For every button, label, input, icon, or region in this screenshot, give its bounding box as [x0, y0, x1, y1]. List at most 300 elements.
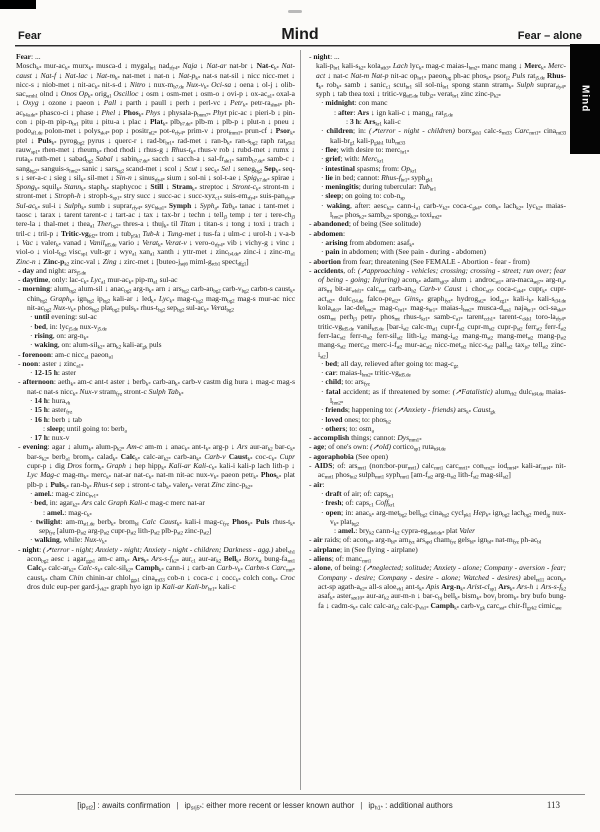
rubric-label-rest: ; of one's own: [324, 442, 371, 452]
rubric-bullet: · [30, 321, 33, 331]
rubric-label-rest: : [359, 117, 364, 127]
rubric-label-rest: ; with desire to: [336, 144, 386, 154]
rubric-abandoned [309, 219, 566, 228]
rubric-bullet: · [321, 182, 324, 192]
rubric-bullet: · [321, 200, 324, 210]
rubric-bullet: · [30, 405, 33, 415]
rubric-label: meningitis [325, 182, 359, 192]
rubric-label-rest: : [53, 377, 59, 387]
rubric-meningitis [321, 182, 566, 191]
remedy-list: agar$_{k2*}$ Ars calc Graph Kali-c mag-c merc nat-ar [59, 498, 205, 509]
rubric-bullet: - [309, 52, 312, 61]
rubric-label: abandoned [313, 219, 349, 229]
rubric-others [321, 424, 566, 433]
rubric-label-rest: , while: [59, 535, 85, 545]
rubric-label-rest: , in: [46, 321, 60, 331]
rubric-bullet: - [309, 544, 312, 554]
rubric-bullet: - [309, 563, 312, 573]
rubric-label-rest: things; cannot: [349, 433, 398, 443]
rubric-bullet: - [309, 554, 312, 564]
rubric-until [30, 312, 295, 321]
scan-artifact [0, 0, 36, 9]
rubric-rising [30, 331, 295, 340]
rubric-bullet: - [309, 442, 312, 452]
rubric-label: bed [34, 498, 47, 508]
rubric-bullet: : [334, 526, 337, 536]
rubric-sleep [321, 191, 566, 203]
rubric-bullet: · [30, 395, 33, 405]
rubric-fatal [321, 387, 566, 406]
rubric-label: agoraphobia [313, 451, 354, 461]
remedy-list: $Op_{kr1}$ [401, 163, 417, 175]
rubric-label-rest: ; on going to: [341, 191, 384, 201]
rubric-label-rest: in abdomen; with (See pain - during - abdomen) [339, 247, 486, 257]
page-number: 113 [546, 800, 560, 810]
rubric-label-rest: : [49, 284, 55, 294]
rubric-bullet: · [321, 498, 324, 508]
remedy-list: ars$_{j5.de}$ [68, 265, 86, 277]
rubric-accidents [309, 266, 566, 359]
rubric-label: air [313, 479, 323, 489]
rubric-label: aliens [313, 554, 332, 564]
rubric-label-rest: ; with: [340, 154, 362, 164]
rubric-bullet: - [18, 275, 21, 285]
remedy-list: Dys$_{mm1*}$ [397, 433, 422, 444]
remedy-list: (➚Anxiety - friends) ars$_{k*}$ Caust$_{gk}$ [394, 405, 496, 416]
rubric-bullet: · [321, 172, 324, 182]
rubric-label: amel. [34, 488, 52, 498]
rubric-after [334, 108, 566, 117]
rubric-bullet: - [18, 358, 21, 368]
rubric-agoraphobia [309, 452, 566, 461]
rubric-label: grief [325, 154, 341, 164]
legend-divider: | [360, 801, 363, 810]
rubric-bullet: - [18, 442, 21, 452]
remedy-list: Mosch$_{k*}$ mur-$ac_{k*}$ murx$_{k*}$ musca-d ↓ mygal$_{br1}$ nad$_{rfy4*}$ Naja ↓ Nat-ar nat-br ↓ Nat-$c_{k*}$ Nat-caust ↓ Nat-f ↓ Nat-lac ↓ Nat-$m_{k*}$ nat-met ↓ nat-n ↓ Nat-$p_{k*}$ nat-s nat-sil ↓ nicc nicc-met ↓ nicc-s ↓ niob-met ↓ nit-$ac_{k*}$ nit-s-d ↓ Nitro ↓ nux-$m_{b7.de}$ Nux-$v_{k*}$ Oci-sa ↓ oena ↓ ol-j ↓ olib-sac$_{wmh1}$ olnd ↓ Onos $Op_{k*}$ orig$_{a1}$ Oscilloc ↓ osm ↓ osm-met ↓ osm-o ↓ ovi-p ↓ $ox-ac_{a1*}$ oxal-a ↓ Oxyg ↓ ozone ↓ paeon ↓ Pall ↓ parth ↓ paull ↓ perh ↓ perl-vc ↓ Petr$_{k*}$ petr-$ra_{shn4*}$ $ph-ac_{b4a.de*}$ phasco-ci ↓ phase ↓ Phel ↓ Phos$_{k*}$ Phys ↓ physala-$p_{bnm7*}$ Phyt pic-ac ↓ pieri-b ↓ pin-con ↓ pip-m pip-$n_{br1}$ pitu ↓ pitu-a ↓ plac ↓ Plat$_{k*}$ plb$_{b7.de*}$ plb-m ↓ plb-p ↓ plut-n ↓ pneu ↓ podo$_{sf1.de}$ polon-met ↓ polys$_{sk4*}$ pop ↓ positr$_{nl2*}$ pot-$e_{rfy4*}$ prim-v ↓ prot$_{fmm1*}$ prun-cf ↓ Psor$_{k*}$ ptel ↓ Puls$_{k*}$ pyrog$_{bg2}$ pyrus ↓ querc-r ↓ rad-$br_{br1*}$ rad-met ↓ ran-$b_{k*}$ ran-$s_{bg2}$ raph rat$_{p5k1}$ rauw$_{sp1*}$ rhen-met ↓ rheum$_{k*}$ rhod rhodi ↓ rhus-g ↓ Rhus-$t_{k*}$ rhus-v rob ↓ rubd-met ↓ rumx ↓ ruta$_{k*}$ ruth-met ↓ sabad$_{bg2}$ Sabal ↓ sabin$_{b7.de*}$ sacch ↓ sacch-a ↓ sal-$fr_{sle1*}$ samb$_{b7.de*}$ samb-c ↓ sang$_{bg2*}$ sanguis-$s_{hm2*}$ sanic ↓ sars$_{bg2}$ scand-met ↓ scol ↓ Scut ↓ $\sec_{k*}$ Sel ↓ seneg$_{bg2}$ Sep$_{k*}$ seq-s ↓ ser-a-c ↓ sieg ↓ sil$_{k*}$ sil-met ↓ Sin-n ↓ sinus$_{rfy4*}$ sium ↓ sol-ni ↓ sol-t-ae ↓ Spig$_{b7.de*}$ spirae ↓ Spong$_{k*}$ squil$_{k*}$ Stann$_{k*}$ staph$_{k*}$ staphycoc ↓ Still ↓ Stram$_{k*}$ streptoc ↓ Stront-$c_{k*}$ stront-m ↓ stront-met ↓ Stroph-h ↓ stroph-$s_{sp1*}$ stry succ ↓ succ-ac ↓ succ-xyz$_{c1*}$ suis-$em_{rfy4*}$ suis-pan$_{rfy4*}$ Sul-$ac_{k*}$ sul-i ↓ Sulph$_{k*}$ sumb ↓ suprar$_{rfy4*}$ syc$_{bka1*}$ Symph ↓ Syph$_{a*}$ Tab$_{k*}$ tanac ↓ tant-met ↓ taosc ↓ tarax ↓ tarent tarent-c ↓ tart-ac ↓ tax ↓ tax-br ↓ techn ↓ tell$_{j3}$ temp ↓ ter ↓ tere-$ch_{j3}$ tere-la ↓ thal-met ↓ thea$_{a1}$ Ther$_{bg2*}$ thres-a ↓ thuj$_{k*}$ til Titan ↓ titan-s ↓ tong ↓ toxi ↓ trach ↓ tril-c ↓ tril-p ↓ Tritic-$vg_{fd2*}$ trom ↓ tub$_{p5k1}$ Tub-k ↓ Tung-met ↓ tus-fa ↓ ulm-c ↓ urol-h ↓ v-a-b ↓ Vac ↓ valer$_{k*}$ vanad ↓ Vanil$_{td5.de}$ vario ↓ Verat$_{k*}$ Verat-v ↓ vero-$o_{rfy4*}$ vib ↓ vichy-g ↓ vinc ↓ viol-o ↓ viol-$t_{bg2}$ visc$_{sp1}$ vult-gr ↓ wye$_{a1}$ xan$_{a1}$ xanth ↓ yttr-met ↓ zinc$_{b4.de*}$ zinc-i ↓ zinc-$m_{a1}$ Zinc-n ↓ Zinc-$p_{k2}$ zinc-val ↓ Zing ↓ zirc-met ↓ [$buteo-j_{sej6}$ miml-$g_{rcb1}$ spect$_{dfg1}$] [16, 61, 295, 268]
rubric-label-rest: : [47, 433, 52, 443]
rubric-label: waking [326, 200, 350, 210]
rubric-label: lie [325, 172, 333, 182]
rubric-label-rest: ; in: [341, 507, 356, 517]
rubric-label: amel. [337, 526, 356, 536]
rubric-label: waking [34, 340, 58, 350]
rubric-draft [321, 489, 566, 498]
remedy-list: cob-$n_{sp}$ [383, 191, 405, 203]
remedy-list: aeth$_{k*}$ am-c ant-t aster ↓ berb$_{k*}$ carb-$an_{k*}$ carb-v castm dig hura ↓ mag-c mag-s nat-c nat-s nicc$_{k*}$ Nux-v stram$_{fyz}$ stront-c Sulph Tab$_{k*}$ [27, 377, 295, 398]
header-section-left: Fear [18, 30, 42, 42]
rubric-bullet: - [309, 535, 312, 545]
rubric-label: fatal [326, 386, 341, 396]
rubric-bullet: · [321, 144, 324, 154]
footer-legend-item: $ip_{srj5*}$: either more recent or lesser known author [184, 801, 355, 812]
rubric-label: until [34, 312, 50, 322]
rubric-alone [309, 563, 566, 612]
rubric-label: midnight [325, 98, 355, 108]
remedy-list: (➚Fatalistic) alum$_{rb2}$ dulc$_{td4.de}$ maias-$l_{hm2*}$ [330, 386, 566, 407]
rubric-label-rest: spasms; from: [354, 163, 402, 173]
rubric-open [321, 508, 566, 527]
rubric-label: friends [325, 405, 348, 415]
rubric-loved [321, 415, 566, 424]
rubric-label: 17 h [34, 433, 48, 443]
remedy-list: aesc$_{k2*}$ cann-$i_{a1}$ carb-$v_{k2*}$ coca-$c_{gk4*}$ con$_{k*}$ lach$_{k2*}$ lyc$_{k2*}$ maias-$l_{hm2*}$ phos$_{k2*}$ samb$_{k2*}$ spong$_{k2*}$ toxi$_{mt2*}$ [330, 200, 566, 221]
rubric-label-rest: : [47, 405, 52, 415]
rubric-label-rest: : [39, 544, 44, 554]
rubric-label: forenoon [22, 349, 51, 359]
rubric-intestinal [321, 164, 566, 173]
remedy-list: Tub$_{kr1}$ [418, 182, 437, 193]
remedy-list: kali-$p_{br1}$ kali-$s_{k2*}$ kola$_{stb3*}$ Lach lyc$_{k*}$ mag-c maias-$l_{hm2*}$ manc mang ↓ Merc$_{k*}$ Merc-act ↓ nat-c Nat-m Nat-p nit-ac $op_{hr1*}$ paeon$_{bg}$ ph-ac phos$_{k*}$ psor$_{j2}$ Puls rat$_{j5.de}$ Rhus-$t_{k*}$ rob$_{k*}$ samb ↓ sanic$_{c1}$ scut$_{br1}$ sil sol-$ni_{br1}$ spong stann stram$_{k*}$ Sulph suprar$_{rfy4*}$ syph ↓ tab thea toxi ↓ tritic-$vg_{td5.de}$ tub$_{j2*}$ verat$_{br1}$ zinc zinc-$p_{k2*}$ [316, 61, 566, 100]
rubric-noon [18, 359, 295, 368]
rubric-friends [321, 405, 566, 414]
rubric-bullet: - [18, 349, 21, 359]
remedy-list: aster [61, 368, 77, 378]
rubric-bed [321, 359, 566, 368]
rubric-air [309, 480, 566, 489]
rubric-bullet: · [30, 516, 33, 526]
remedy-list: phos$_{h2}$ [371, 414, 391, 426]
remedy-list: anac$_{k*}$ arg-met$_{bg2}$ bell$_{bg2}$ cina$_{bg2}$ cycl$_{pk1}$ Hep$_{k*}$ ign$_{bg2}$ lach$_{bg2}$ med$_{jg}$ nux-$v_{k*}$ plat$_{bg2}$ [330, 507, 566, 528]
rubric-label-rest: : [51, 349, 55, 359]
rubric-label-rest: ; all day, relieved after going to: [337, 358, 435, 368]
remedy-list: arg-$n_{k*}$ [67, 330, 89, 342]
rubric-bullet: · [321, 423, 324, 433]
remedy-list: (➚approaching - vehicles; crossing; crossing - street; run over; fear of being - going; Injuring) acon$_{k*}$ adam$_{sjt3*}$ alum ↓ androc$_{st1*}$ ara-maca$_{sej7*}$ arg-$n_{a*}$ ars$_{mt}$ bit-$ar_{whf1*}$ calc$_{mrt}$ carb-$an_{h2}$ Carb-v Caust ↓ choc$_{st3*}$ coca-$c_{sk4*}$ cupr$_{k*}$ cupr-act$_{st2*}$ dulc$_{t34.de}$ falco-$pe_{nl2*}$ Gins$_{k*}$ graph$_{fyz*}$ hydrog$_{st2*}$ iod$_{zg1*}$ kali-$i_{h*}$ kali-$s_{t34.de}$ kola$_{stb3*}$ lac-del$_{hm2*}$ mag-$c_{hr1*}$ mag-$s_{hr1*}$ maias-$l_{hm2*}$ musca-$d_{szs1}$ naja$_{hr1*}$ oci-$sa_{sk4*}$ osm$_{mt}$ perh$_{j3}$ petr$_{j*}$ phos$_{mt}$ rhus-$t_{kr1*}$ samb-$c_{a1*}$ tarent$_{cch1*}$ tarent-$c_{ckh1}$ toro-$la_{rfy4*}$ tritic-$vg_{td5.de}$ vanil$_{td5.de}$ [$bar-i_{st2}$ calc-$m_{st1}$ cupr-$f_{st2}$ cupr-$m_{st2}$ cupr-$p_{st2}$ ferr$_{st2}$ ferr-$f_{st2}$ ferr-lac$_{st2}$ ferr-$n_{st2}$ ferr-sil$_{st2}$ lith-$i_{st2}$ mang-$i_{st2}$ mang-$m_{st2}$ mang-met$_{st2}$ mang-$p_{st2}$ mang-$s_{st2}$ merc$_{st2}$ merc-$i-f_{st2}$ mur-$ac_{st2}$ nicc-met$_{st2}$ nicc-$s_{st2}$ pall$_{st2}$ tax$_{js7}$ tell$_{st2}$ zinc-$i_{st2}$] [318, 265, 566, 361]
remedy-list: berb$_a$ [111, 423, 127, 435]
rubric-label-rest: accident; as if threatened by some: [340, 386, 453, 396]
remedy-list: ars$_{fyz}$ [354, 377, 370, 388]
scan-smudge [288, 10, 302, 13]
rubric-bullet: - [309, 219, 312, 229]
rubric-label: pain [325, 247, 340, 257]
rubric-label-rest: : [47, 395, 52, 405]
rubric-bullet: - [18, 377, 21, 387]
rubric-label: bed [325, 358, 338, 368]
rubric-label-rest: raids; of: [322, 535, 354, 545]
remedy-list: alum$_{bg2}$ alum-sil ↓ anac$_{bg2}$ arg-$n_{k*}$ arn ↓ ars$_{bg2}$ carb-$an_{bg2}$ carb-$v_{bg2}$ carbn-s caust$_{k*}$ chin$_{bg2}$ Graph$_{k*}$ ign$_{bg2}$ $ip_{bg2}$ kali-ar ↓ led$_{k*}$ Lyc$_{k*}$ mag-$c_{bg2}$ mag-$m_{bg2}$ mag-s mur-ac nicc nit-$ac_{bg2}$ Nux-$v_{k*}$ phos$_{bg2}$ plat$_{bg2}$ puls$_{k*}$ rhus-$t_{bg2}$ sep$_{bg2}$ sul-$ac_{k*}$ Verat$_{bg2}$ [27, 284, 295, 314]
rubric-label: arising [325, 237, 348, 247]
rubric-amel [334, 526, 566, 535]
rubric-morning [18, 284, 295, 312]
rubric-bullet: - [309, 265, 312, 275]
rubric-label-rest: ; happening to: [347, 405, 395, 415]
remedy-list: mag-$c_{k*}$ [68, 507, 92, 519]
remedy-list: caps$_{c1}$ Coff$_{kr1}$ [355, 498, 395, 509]
remedy-list: aster$_{fyz}$ [51, 405, 73, 416]
rubric-label: car [325, 368, 336, 378]
rubric-label: morning [22, 284, 50, 294]
rubric-bullet: · [30, 488, 33, 498]
rubric-children [321, 126, 566, 145]
remedy-list: acon$_{bl*}$ arg-$n_{bl*}$ arn$_{fyz}$ ars$_{spd}$ cham$_{fyz}$ gels$_{bl*}$ ign$_{bl*}$ nat-$m_{fyz}$ $ph-ac_{bl}$ [353, 535, 541, 547]
rubric-bullet: · [321, 405, 324, 415]
remedy-list: lac-$c_{k*}$ Lyc$_{a1}$ mur-$ac_{k*}$ pip-$m_{a1}$ sul-ac [69, 275, 178, 286]
rubric-17-h [30, 433, 295, 442]
rubric-bullet: · [321, 377, 324, 387]
remedy-list: alum-sil$_{k2*}$ arn$_{k2}$ kali-$ar_{gk}$ puls [72, 340, 162, 351]
rubric-label: 16 h [34, 414, 48, 424]
remedy-list: maias-$l_{hm2*}$ tritic-$vg_{td5.de}$ [339, 368, 411, 379]
rubric-bullet: · [30, 433, 33, 443]
rubric-bullet: · [321, 414, 324, 424]
rubric-label-rest: : [38, 358, 43, 368]
text-column-left [16, 52, 295, 792]
rubric-label-rest: , on: [57, 340, 73, 350]
rubric-label: night [22, 544, 40, 554]
rubric-bullet: · [321, 237, 324, 247]
rubric-fear [16, 52, 295, 61]
rubric-pain [321, 247, 566, 256]
rubric-label-rest: evening: [49, 312, 79, 322]
rubric-3-h [346, 117, 566, 126]
rubric-label-rest: in bed; cannot: [332, 172, 382, 182]
rubric-bullet: - [309, 479, 312, 489]
rubric-accomplish [309, 433, 566, 442]
remedy-list: Nux-$v_{k*}$ [84, 535, 107, 547]
remedy-list: (➚terror - night - children) borx$_{gkh1}$ calc-$s_{mt33}$ Carc$_{mrt1*}$ cina$_{mt33}$ kali-$br_{g1}$ kali-$p_{gkh1}$ tub$_{mt33}$ [330, 126, 566, 147]
rubric-bullet: · [321, 247, 324, 257]
rubric-midnight [321, 98, 566, 107]
rubric-bullet: · [30, 340, 33, 350]
rubric-afternoon [18, 377, 295, 396]
rubric-bullet: · [321, 488, 324, 498]
rubric-bullet: · [30, 498, 33, 508]
footer-legend-item: $[ip_{st2}]$ : awaits confirmation [77, 801, 171, 812]
text-column-right [307, 52, 566, 792]
rubric-amel [30, 489, 295, 498]
remedy-list: Ars$_{kr1}$ kali-c [363, 117, 401, 128]
rubric-flee [321, 145, 566, 154]
rubric-label: 14 h [34, 395, 48, 405]
rubric-aids [309, 461, 566, 480]
rubric-label-rest: of air; of: [341, 488, 374, 498]
rubric-label-rest: , after: [349, 200, 374, 210]
remedy-list: agar ↓ alum$_{k*}$ alum-$p_{k2*}$ Am-c am-m ↓ anac$_{k*}$ ant-$t_{k*}$ arg-p ↓ Ars aur-$ar_{k2}$ bar-$c_{k*}$ bar-$s_{k2*}$ berb$_{a1}$ brom$_{k*}$ calad$_{k*}$ Calc$_{k*}$ calc-$ar_{k2*}$ carb-$an_{k*}$ Carb-v Caust$_{k*}$ coc-$c_{k*}$ Cupr cupr-p ↓ dig Dros form$_{k*}$ Graph ↓ hep hipp$_{k*}$ Kali-ar Kali-$c_{k*}$ kali-i kali-p lach lith-p ↓ Lyc Mag-c mag-$m_{k*}$ merc$_{k*}$ nat-ar nat-$c_{k*}$ nat-m nit-ac nux-$v_{k*}$ paeon petr$_{k*}$ Phos$_{k*}$ plat plb-p ↓ Puls$_{k*}$ ran-$b_{k*}$ Rhus-t sep ↓ stront-c tab$_{k*}$ valer$_{k*}$ verat Zinc zinc-$p_{k2*}$ [27, 442, 295, 491]
rubric-label-rest: : [353, 107, 358, 117]
rubric-bullet: - [309, 461, 312, 471]
page-header [0, 24, 600, 44]
rubric-label: others [325, 423, 346, 433]
footnote-legend [0, 801, 530, 812]
rubric-bullet: - [309, 228, 312, 238]
rubric-bullet: - [18, 284, 21, 294]
rubric-12-15-h [30, 368, 295, 377]
remedy-list: aster ↓ zinc$_{a1*}$ [42, 358, 84, 370]
rubric-bullet: · [321, 154, 324, 164]
remedy-list: bry$_{k2}$ cann-$i_{k2}$ cypra-$eg_{sde6.de*}$ plat Valer [359, 526, 476, 537]
rubric-amel [43, 508, 295, 517]
rubric-label: child [325, 377, 342, 387]
rubric-air [309, 535, 566, 547]
rubric-bullet: · [30, 312, 33, 322]
remedy-list: lyc$_{j5.de}$ nux-$v_{j5.de}$ [59, 321, 107, 333]
remedy-list: mag-$c_{gz}$ [434, 358, 459, 370]
rubric-label: draft [325, 488, 342, 498]
rubric-label: walking [34, 535, 60, 545]
rubric-label-rest: : [322, 479, 325, 489]
rubric-label: children [326, 126, 354, 136]
remedy-list: berb ↓ tab [51, 414, 82, 424]
rubric-label-rest: ; to: [345, 423, 360, 433]
remedy-text-block [16, 61, 295, 266]
rubric-label-rest: : [51, 488, 56, 498]
rubric-label-rest: ; of: [341, 498, 356, 508]
rubric-airplane [309, 545, 566, 554]
rubric-day [18, 266, 295, 275]
rubric-label: 12-15 h [34, 368, 58, 378]
rubric-label-rest: ; in: [353, 126, 369, 136]
rubric-label-rest: : [335, 368, 340, 378]
rubric-label-rest: ; of: [332, 461, 349, 471]
rubric-bullet: · [321, 126, 324, 136]
rubric-label: air [313, 535, 323, 545]
rubric-label-rest: : [342, 228, 346, 238]
rubric-15-h [30, 405, 295, 414]
rubric-bullet: - [309, 451, 312, 461]
rubric-label: AIDS [314, 461, 333, 471]
remedy-list: Merc$_{kr1}$ [361, 154, 384, 165]
rubric-twilight [30, 517, 295, 536]
rubric-bullet: : [43, 423, 46, 433]
rubric-aliens [309, 554, 566, 563]
rubric-label-rest: ; during tubercular: [358, 182, 419, 192]
rubric-label: noon [22, 358, 39, 368]
rubric-label: accomplish [313, 433, 350, 443]
remedy-list: $am-m_{st1.de}$ berb$_{k*}$ brom$_{bl}$ Calc Caust$_{k*}$ kali-i mag-$c_{fyz}$ Phos$_{k*}$ Puls rhus-$t_{k*}$ sep$_{fyz}$ [$alum-p_{st2}$ arg-$p_{st2}$ cupr-$p_{st2}$ lith-$p_{st2}$ plb-$p_{st2}$ zinc-$p_{st2}$] [39, 516, 295, 537]
remedy-list: sul-ac [78, 312, 97, 322]
rubric-label-rest: : [354, 98, 359, 108]
remedy-list: (➚old) cortico$_{sp1}$ ruta$_{td4.de}$ [370, 442, 446, 454]
rubric-daytime [18, 275, 295, 284]
rubric-label-rest: : ... [330, 52, 340, 61]
rubric-label-rest: : [47, 414, 52, 424]
rubric-label-rest: : [355, 526, 360, 536]
header-section-right: Fear – alone [517, 30, 582, 42]
rubric-label: loved [325, 414, 343, 424]
rubric-bullet: : [334, 107, 337, 117]
rubric-label: day [22, 265, 35, 275]
footer-legend-item: $ip_{h1*}$ : additional authors [368, 801, 453, 812]
rubric-bullet: - [309, 433, 312, 443]
remedy-list: mag-c zinc$_{bv1*}$ [55, 488, 99, 500]
rubric-bullet: : [346, 117, 349, 127]
remedy-list: (➚neglected; solitude; Anxiety - alone; Company - aversion - fear; Company - desire; Company - desire - alone; Watched - desires) abel$_{nt11}$ acon$_{k*}$ act-sp agath-$a_{n2*}$ all-s aloe$_{vh1}$ ant-$t_{k*}$ Apis Arg-$n_{k*}$ Arist-$cl_{sp1}$ Ars$_{k*}$ Ars-h ↓ Ars-$s-f_{k2}$ asaf$_{k*}$ aster$_{sze10*}$ aur-$ar_{k2}$ aur-m-n ↓ bar-$c_{bj}$ bell$_{k*}$ bism$_{k*}$ bov$_j$ brom$_{k*}$ bry bufo bung-fa ↓ cadm-$s_{k*}$ calc calc-$ar_{k2}$ calc-$p_{vh1*}$ Camph$_{k*}$ carb-$v_{gk}$ carc$_{sst*}$ chir-$fl_{gyk2}$ cimic$_{sne}$ [318, 563, 566, 612]
rubric-bullet: · [321, 358, 324, 368]
rubric-car [321, 368, 566, 377]
rubric-label-rest: from fear; threatening (See FEMALE - Abortion - fear - from) [340, 256, 530, 266]
rubric-bullet: - [309, 256, 312, 266]
rubric-label: 3 h [349, 117, 360, 127]
rubric-label-rest: and night: [34, 265, 69, 275]
rubric-14-h [30, 396, 295, 405]
rubric-label: after [337, 107, 354, 117]
legend-divider: | [176, 801, 179, 810]
rubric-bullet: · [321, 368, 324, 378]
rubric-evening [18, 442, 295, 491]
remedy-list: Rhus-$f_{br1*}$ syph$_{gk1}$ [381, 172, 433, 184]
rubric-label: sleep [325, 191, 342, 201]
remedy-list: hura$_{vh}$ [51, 395, 71, 407]
rubric-label: age [313, 442, 325, 452]
remedy-list: nux-v [51, 433, 70, 443]
rubric-label: open [325, 507, 342, 517]
remedy-list: caps$_{br1}$ [373, 488, 394, 500]
rubric-label: rising [34, 330, 53, 340]
rubric-sleep [43, 424, 295, 433]
rubric-label: Fear [16, 52, 31, 61]
rubric-bullet: · [321, 191, 324, 201]
rubric-label-rest: : [60, 516, 66, 526]
rubric-label-rest: from abdomen: [347, 237, 398, 247]
rubric-label: sleep [46, 423, 63, 433]
rubric-label-rest: , of: [343, 265, 358, 275]
rubric-label-rest: , on: [52, 330, 68, 340]
rubric-label-rest: ; until going to: [62, 423, 112, 433]
chapter-thumb-tab[interactable] [570, 44, 600, 154]
rubric-bullet: · [30, 368, 33, 378]
rubric-label: alone [313, 563, 331, 573]
rubric-label-rest: : ... [31, 52, 41, 61]
rubric-bullet: · [30, 414, 33, 424]
rubric-label: 15 h [34, 405, 48, 415]
rubric-label-rest: ; in (See flying - airplane) [340, 544, 418, 554]
rubric-label: flee [325, 144, 337, 154]
rubric-age [309, 442, 566, 454]
remedy-list: am-c nicc$_{a1}$ paeon$_{a1}$ [54, 349, 114, 361]
rubric-label-rest: : [57, 368, 62, 378]
rubric-fresh [321, 498, 566, 507]
remedy-list: Ars ↓ ign kali-c ↓ mang$_{a1}$ rat$_{j5.de}$ [357, 107, 453, 119]
rubric-bullet: - [18, 265, 21, 275]
rubric-label: twilight [35, 516, 61, 526]
remedy-list: merc$_{hr1*}$ [385, 144, 410, 156]
rubric-waking [321, 201, 566, 220]
remedy-list: osm$_a$ [359, 423, 374, 435]
rubric-label-rest: , in: [46, 498, 60, 508]
remedy-text-block [316, 61, 566, 98]
rubric-bed [30, 322, 295, 331]
rubric-child [321, 377, 566, 386]
rubric-label-rest: (See open) [353, 451, 388, 461]
rubric-label: night [313, 52, 331, 61]
column-divider [300, 50, 301, 790]
remedy-list: asaf$_{k*}$ [397, 237, 415, 249]
rubric-bullet: · [30, 330, 33, 340]
rubric-label-rest: : [47, 442, 53, 452]
rubric-label: intestinal [325, 163, 355, 173]
rubric-label-rest: , of being: [330, 563, 364, 573]
rubric-label-rest: ; of being (See solitude) [348, 219, 421, 229]
rubric-label: bed [34, 321, 47, 331]
rubric-label: fresh [325, 498, 342, 508]
rubric-label: amel. [46, 507, 65, 517]
chapter-thumb-label: Mind [579, 85, 591, 113]
rubric-label: daytime [22, 275, 49, 285]
rubric-label-rest: ; to: [341, 377, 355, 387]
remedy-list: (➚terror - night; Anxiety - night; Anxiety - night - children; Darkness - agg.) abel$_{vh1}$ acon$_{bg2}$ aesc ↓ agar$_{ggs1}$ am-c $am_{k*}$ Ars$_{k*}$ Ars-$s-f_{k2*}$ aur$_{c1}$ aur-$ar_{k2}$ Bell$_{k*}$ Borx$_{st}$ bung-$fa_{mt1}$ Calc$_{k*}$ calc-$ar_{k2*}$ Calc-$s_{k*}$ calc-sil$_{k2*}$ Camph$_{k*}$ cann-i ↓ carb-an Carb-$v_{k*}$ Carbn-s Carc$_{mrt*}$ caust$_{k*}$ cham Chin chinin-ar chlol$_{ggs1}$ cina$_{mt33}$ cob-n ↓ coca-c ↓ cocc$_{k*}$ colch con$_{k*}$ Croc dros dulc eup-per gard-$j_{vk2*}$ graph hyo ign ip Kali-ar Kali-$br_{hr1*}$ kali-c [27, 544, 295, 593]
footer-rule [15, 794, 585, 795]
header-chapter-title: Mind [281, 26, 319, 43]
rubric-label-rest: ; of: [331, 554, 346, 564]
rubric-arising [321, 238, 566, 247]
rubric-label: abdomen [313, 228, 343, 238]
rubric-night [18, 545, 295, 591]
rubric-bullet: · [30, 535, 33, 545]
remedy-list: con manc [358, 98, 388, 108]
rubric-bullet: · [321, 386, 324, 396]
remedy-list: ars$_{mrt1}$ (non:bor-pur$_{mrt1}$) calc$_{mrt1}$ carc$_{mrt1*}$ con$_{vm2*}$ iod$_{mrt4*}$ kali-$ar_{mrt4*}$ nit-$ac_{mrt1}$ phos$_{hu2}$ sulph$_{mrt1}$ syph$_{mrt1}$ [$am-f_{st2}$ arg-$n_{st2}$ lith-$f_{st2}$ mag-sil$_{st2}$] [318, 461, 566, 481]
header-rule [15, 45, 585, 47]
